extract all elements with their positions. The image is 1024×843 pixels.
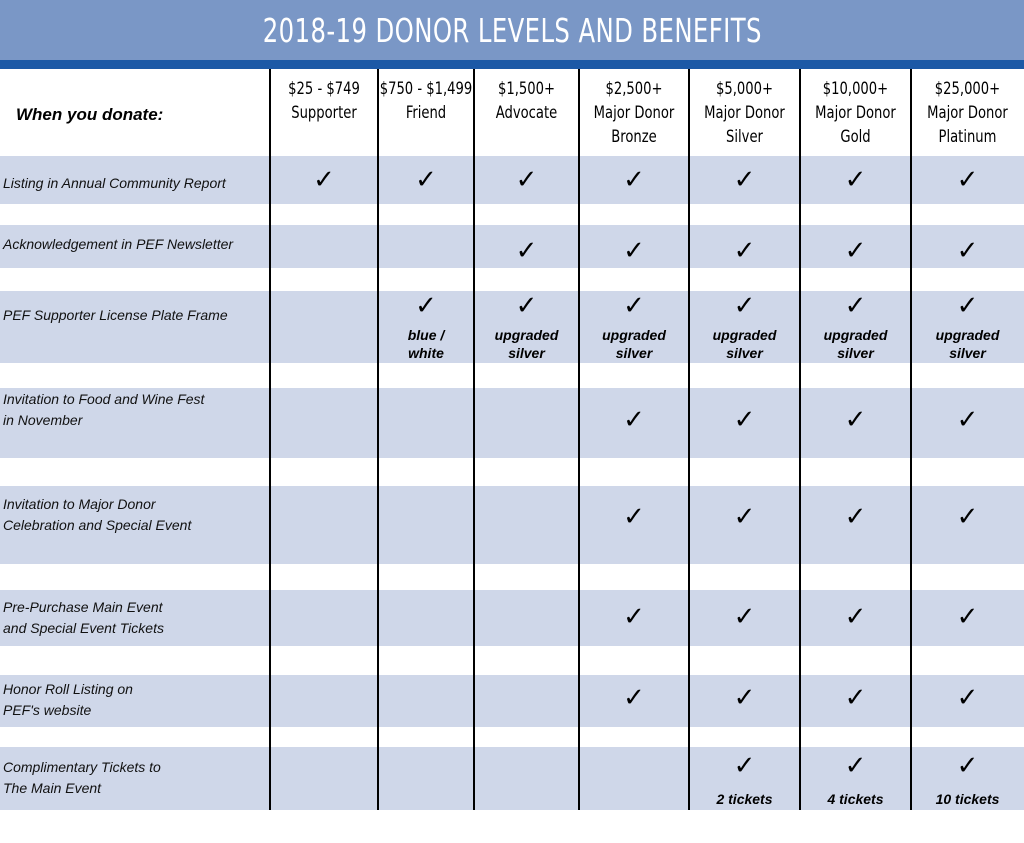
header-row xyxy=(0,69,1024,155)
level-amount: $25 - $749 xyxy=(288,79,360,99)
benefit-label: Invitation to Food and Wine Fest in November xyxy=(3,391,205,428)
check-icon: ✓ xyxy=(733,751,756,781)
check-icon: ✓ xyxy=(623,405,645,435)
check-icon: ✓ xyxy=(844,291,867,321)
benefit-row xyxy=(0,486,1024,564)
page-title: 2018-19 DONOR LEVELS AND BENEFITS xyxy=(262,10,762,50)
benefit-label: Listing in Annual Community Report xyxy=(3,175,226,191)
check-icon: ✓ xyxy=(733,165,756,195)
check-icon: ✓ xyxy=(733,602,756,632)
check-icon: ✓ xyxy=(623,602,645,632)
column-header-3 xyxy=(475,77,577,125)
level-amount: $2,500+ xyxy=(605,79,663,99)
column-divider xyxy=(269,69,271,810)
column-divider xyxy=(799,69,801,810)
benefit-row xyxy=(0,388,1024,458)
check-icon: ✓ xyxy=(515,291,538,321)
benefit-label: Complimentary Tickets to The Main Event xyxy=(3,759,161,796)
check-icon: ✓ xyxy=(415,165,437,195)
level-amount: $25,000+ xyxy=(934,79,1001,99)
column-divider xyxy=(688,69,690,810)
check-icon: ✓ xyxy=(733,405,756,435)
benefit-row xyxy=(0,675,1024,727)
check-icon: ✓ xyxy=(956,751,979,781)
benefit-note: upgraded silver xyxy=(935,327,1000,361)
column-header-5 xyxy=(691,77,799,149)
benefit-note: 10 tickets xyxy=(935,791,1000,807)
check-icon: ✓ xyxy=(844,683,867,713)
level-amount: $5,000+ xyxy=(715,79,774,99)
benefit-note: 4 tickets xyxy=(827,791,884,807)
benefit-label: PEF Supporter License Plate Frame xyxy=(3,307,228,323)
check-icon: ✓ xyxy=(956,165,979,195)
benefit-note: upgraded silver xyxy=(602,327,666,361)
check-icon: ✓ xyxy=(844,405,867,435)
benefit-note: upgraded silver xyxy=(823,327,888,361)
level-name: Supporter xyxy=(291,103,357,123)
check-icon: ✓ xyxy=(956,502,979,532)
check-icon: ✓ xyxy=(956,291,979,321)
column-header-1 xyxy=(272,77,377,125)
check-icon: ✓ xyxy=(844,602,867,632)
check-icon: ✓ xyxy=(623,291,645,321)
check-icon: ✓ xyxy=(733,683,756,713)
benefit-label: Invitation to Major Donor Celebration and Special Event xyxy=(3,496,192,533)
level-amount: $10,000+ xyxy=(822,79,889,99)
level-name: Major Donor Platinum xyxy=(927,103,1008,147)
check-icon: ✓ xyxy=(844,236,867,266)
check-icon: ✓ xyxy=(515,236,538,266)
level-name: Friend xyxy=(405,103,447,123)
level-name: Major Donor Gold xyxy=(815,103,896,147)
check-icon: ✓ xyxy=(956,236,979,266)
check-icon: ✓ xyxy=(515,165,538,195)
benefit-row xyxy=(0,225,1024,268)
level-name: Major Donor Silver xyxy=(704,103,785,147)
column-divider xyxy=(473,69,475,810)
benefit-note: blue / white xyxy=(407,327,445,361)
check-icon: ✓ xyxy=(623,683,645,713)
level-name: Advocate xyxy=(495,103,558,123)
column-divider xyxy=(377,69,379,810)
benefit-row xyxy=(0,156,1024,204)
check-icon: ✓ xyxy=(313,165,335,195)
benefit-note: upgraded silver xyxy=(712,327,777,361)
title-bar xyxy=(0,0,1024,60)
benefit-label: Honor Roll Listing on PEF's website xyxy=(3,681,133,718)
check-icon: ✓ xyxy=(623,165,645,195)
benefit-row xyxy=(0,747,1024,810)
check-icon: ✓ xyxy=(844,502,867,532)
column-header-6 xyxy=(802,77,910,149)
level-amount: $1,500+ xyxy=(497,79,556,99)
check-icon: ✓ xyxy=(623,502,645,532)
when-you-donate-label: When you donate: xyxy=(16,105,164,124)
check-icon: ✓ xyxy=(844,165,867,195)
column-divider xyxy=(910,69,912,810)
benefit-row xyxy=(0,291,1024,363)
level-amount: $750 - $1,499 xyxy=(379,79,473,99)
benefit-label: Pre-Purchase Main Event and Special Event Tickets xyxy=(3,599,164,636)
check-icon: ✓ xyxy=(415,291,437,321)
check-icon: ✓ xyxy=(733,236,756,266)
column-header-7 xyxy=(913,77,1022,149)
benefit-label: Acknowledgement in PEF Newsletter xyxy=(3,236,234,252)
level-name: Major Donor Bronze xyxy=(593,103,675,147)
check-icon: ✓ xyxy=(623,236,645,266)
check-icon: ✓ xyxy=(733,502,756,532)
column-header-2 xyxy=(379,77,474,125)
column-header-4 xyxy=(581,77,688,149)
check-icon: ✓ xyxy=(956,602,979,632)
column-divider xyxy=(578,69,580,810)
benefit-row xyxy=(0,590,1024,646)
check-icon: ✓ xyxy=(956,683,979,713)
check-icon: ✓ xyxy=(956,405,979,435)
benefit-note: upgraded silver xyxy=(494,327,559,361)
check-icon: ✓ xyxy=(844,751,867,781)
title-rule xyxy=(0,60,1024,69)
check-icon: ✓ xyxy=(733,291,756,321)
benefit-note: 2 tickets xyxy=(716,791,773,807)
